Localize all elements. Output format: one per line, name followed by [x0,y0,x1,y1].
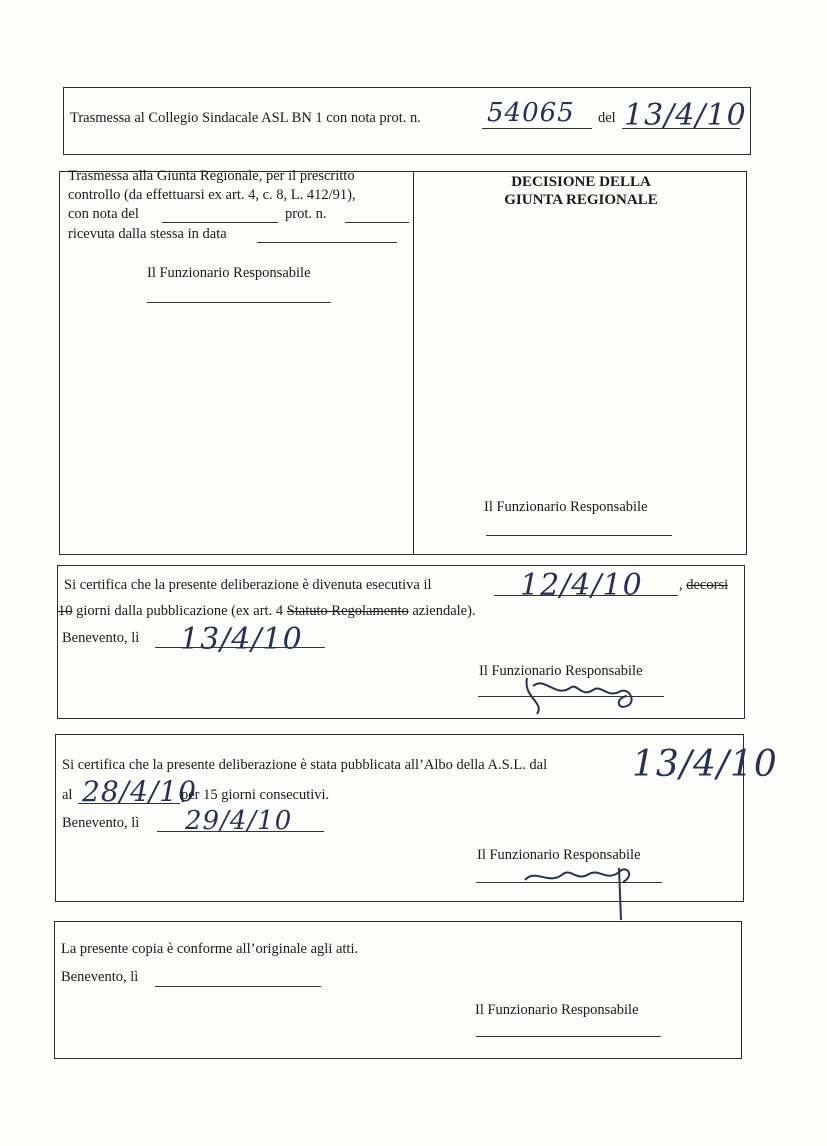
prot-number-line [482,128,592,129]
giorni-text: giorni dalla pubblicazione (ex art. 4 [72,603,287,619]
conformita-text: La presente copia è conforme all’originale agli atti. [61,941,359,957]
giunta-text-line4: ricevuta dalla stessa in data [68,226,227,242]
giorni-count-struck: 10 [58,603,73,619]
esecutiva-responsible: Il Funzionario Responsabile [479,663,643,679]
giunta-left-responsible: Il Funzionario Responsabile [147,265,311,281]
conformita-responsible: Il Funzionario Responsabile [475,1002,639,1018]
collegio-sindacale-text: Trasmessa al Collegio Sindacale ASL BN 1 con nota prot. n. [70,110,421,126]
pubblicazione-to-date-handwritten: 28/4/10 [82,775,197,808]
statuto-regolamento-struck: Statuto Regolamento [286,603,409,619]
nota-del-line [162,222,278,223]
giunta-right-responsible: Il Funzionario Responsabile [484,499,648,515]
del-date-handwritten: 13/4/10 [624,98,747,133]
pubblicazione-from-date-handwritten: 13/4/10 [632,744,778,785]
prot-number-handwritten: 54065 [487,98,575,128]
giunta-text-line3a: con nota del [68,206,139,222]
pubblicazione-responsible: Il Funzionario Responsabile [477,847,641,863]
giunta-left-signature-line [147,302,331,303]
decorsi-text [679,577,728,594]
pubblicazione-al-label: al [62,787,73,803]
prot-n-line [345,222,409,223]
conformita-place: Benevento, lì [61,969,139,985]
pubblicazione-text-line2: per 15 giorni consecutivi. [181,787,330,803]
giunta-text-line2: controllo (da effettuarsi ex art. 4, c. 8, L. 412/91), [68,187,356,203]
pubblicazione-place-date-handwritten: 29/4/10 [185,806,293,836]
pubblicazione-signature-mark [515,842,655,922]
del-label: del [598,110,616,126]
esecutiva-date-handwritten: 12/4/10 [520,568,643,603]
giunta-divider [413,171,414,555]
decorsi-comma: , [679,577,687,593]
giunta-text-line3b: prot. n. [285,206,327,222]
ricevuta-line [257,242,397,243]
esecutiva-text-line1: Si certifica che la presente deliberazione è divenuta esecutiva il [64,577,432,593]
esecutiva-place: Benevento, lì [62,630,140,646]
conformita-place-line [155,986,321,987]
decisione-heading-line1: DECISIONE DELLA [511,174,651,190]
esecutiva-place-date-handwritten: 13/4/10 [180,622,303,657]
pubblicazione-place: Benevento, lì [62,815,140,831]
decorsi-struck: decorsi [686,577,729,593]
giunta-text-line1: Trasmessa alla Giunta Regionale, per il prescritto [68,168,355,184]
decisione-heading-line2: GIUNTA REGIONALE [504,192,658,208]
conformita-signature-line [476,1036,661,1037]
esecutiva-signature-mark [515,668,655,718]
aziendale-text: aziendale). [408,603,476,619]
pubblicazione-text-line1: Si certifica che la presente deliberazione è stata pubblicata all’Albo della A.S.L. dal [62,757,548,773]
giunta-right-signature-line [486,535,672,536]
esecutiva-text-line2 [58,603,476,620]
